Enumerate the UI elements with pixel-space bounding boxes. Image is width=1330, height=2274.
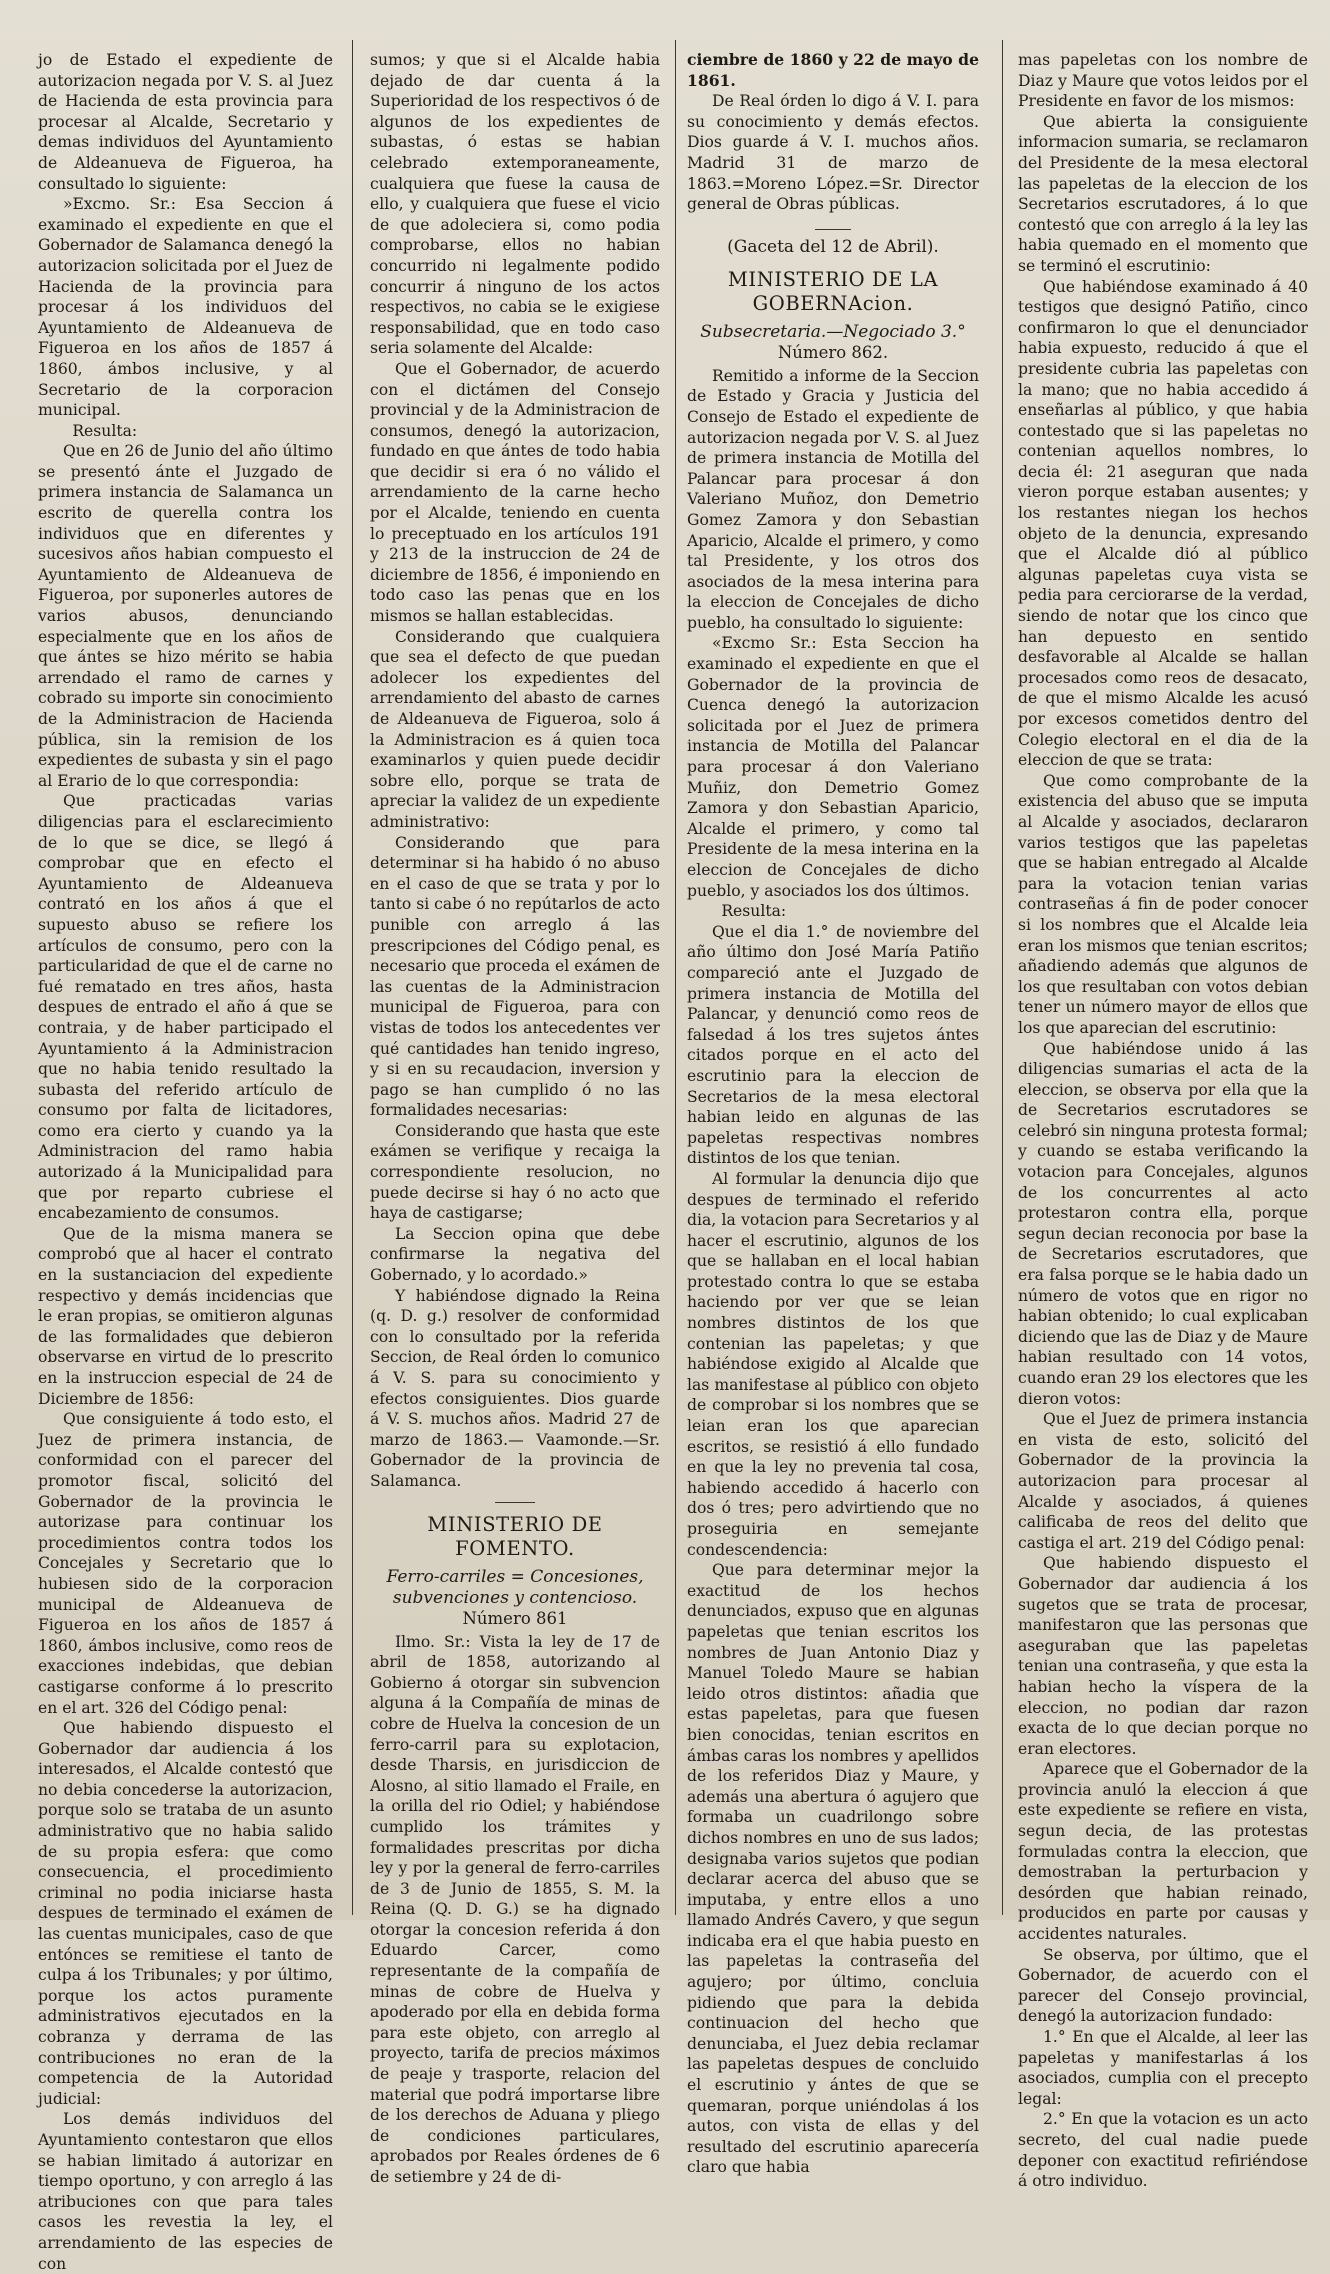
paragraph: Que habiendo dispuesto el Gobernador dar audiencia á los interesados, el Alcalde contestó que no debia concederse la autorizacion, porque solo se trataba de un asunto administrativo que no habia salido de su propia esfera: que como consecuencia, el procedimiento criminal no podia iniciarse hasta despues de terminado el exámen de las cuentas municipales, caso de que entónces se remitiese el tanto de culpa á los Tribunales; y por último, porque los actos puramente administrativos ejecutados en la cobranza y derrama de las contribuciones no eran de la competencia de la Autoridad judicial: <box>38 1719 333 2108</box>
section-separator <box>815 229 851 230</box>
paragraph: Aparece que el Gobernador de la provincia anuló la eleccion á que este expediente se refiere en vista, segun decia, de las protestas formuladas contra la eleccion, que demostraban la perturbacion y desórden que habian reinado, producidos en parte por causas y accidentes naturales. <box>1018 1760 1308 1944</box>
resulta-heading: Resulta: <box>721 902 787 921</box>
ministry-heading: MINISTERIO DE FOMENTO. <box>427 1512 603 1560</box>
paragraph: Que el Gobernador, de acuerdo con el dictámen del Consejo provincial y de la Administracion de consumos, denegó la autorizacion, fundado en que ántes de todo habia que decidir si era ó no válido el arrendamiento de la carne hecho por el Alcalde, teniendo en cuenta lo preceptuado en los artículos 191 y 213 de la instruccion de 24 de diciembre de 1856, é imponiendo en todo caso las penas que en los mismos se hallan establecidas. <box>370 359 660 626</box>
column-rule <box>675 40 676 1915</box>
paragraph: Ilmo. Sr.: Vista la ley de 17 de abril de 1858, autorizando al Gobierno á otorgar sin subvencion alguna á la Compañía de minas de cobre de Huelva la concesion de un ferro-carril para su explotacion, desde Tharsis, en jurisdiccion de Alosno, al sitio llamado el Fraile, en la orilla del rio Odiel; y habiéndose cumplido los trámites y formalidades prescritas por dicha ley y por la general de ferro-carriles de 3 de Junio de 1855, S. M. la Reina (Q. D. G.) se ha dignado otorgar la concesion referida á don Eduardo Carcer, como representante de la compañía de minas de cobre de Huelva y apoderado por ella en debida forma para este objeto, con arreglo al proyecto, tarifa de precios máximos de peaje y trasporte, relacion del material que podrá importarse libre de los derechos de Aduana y pliego de condiciones particulares, aprobados por Reales órdenes de 6 de setiembre y 24 de di- <box>370 1632 660 2186</box>
paragraph: ciembre de 1860 y 22 de mayo de 1861. <box>687 50 979 90</box>
paragraph: Que de la misma manera se comprobó que al hacer el contrato en la sustanciacion del expediente respectivo y demás incidencias que le eran propias, se omitieron algunas de las formalidades que debieron observarse en virtud de lo prescrito en la instruccion especial de 24 de Diciembre de 1856: <box>38 1224 333 1408</box>
column-rule <box>1002 40 1003 1915</box>
paragraph: sumos; y que si el Alcalde habia dejado de dar cuenta á la Superioridad de los respectivos ó de algunos de los expedientes de subastas, ó estas se habian celebrado extemporaneamente, cualquiera que fuese la causa de ello, y cualquiera que fuese el vicio de que adoleciera si, como podia comprobarse, ellos no habian concurrido ni legalmente podido concurrir á ninguno de los actos respectivos, no cabia se le exigiese responsabilidad, que en todo caso seria solamente del Alcalde: <box>370 51 660 358</box>
paragraph: Que el Juez de primera instancia en vista de esto, solicitó del Gobernador de la provincia la autorizacion para procesar al Alcalde y asociados, á quienes calificaba de reos del delito que castiga el art. 219 del Código penal: <box>1018 1410 1308 1552</box>
resulta-heading: Resulta: <box>72 421 138 440</box>
column-1 <box>38 50 333 2273</box>
item-number: Número 862. <box>777 342 889 362</box>
paragraph: Que para determinar mejor la exactitud de los hechos denunciados, expuso que en algunas papeletas que tenian escritos los nombres de Juan Antonio Diaz y Manuel Toledo Maure se habian leido otros distintos: añadia que estas papeletas, para que fuesen bien conocidas, tenian escritos en ámbas caras los nombres y apellidos de los referidos Diaz y Maure, y además una abertura ó agujero que formaba un cuadrilongo sobre dichos nombres en uno de sus lados; designaba varios sujetos que podian declarar acerca del abuso que se imputaba, y entre ellos a uno llamado Andrés Cavero, y que segun indicaba era el que habia puesto en las papeletas la contraseña del agujero; por último, concluia pidiendo que para la debida continuacion del hecho que denunciaba, el Juez debia reclamar las papeletas despues de concluido el escrutinio y ántes de que se quemaran, porque uniéndolas á los autos, con vista de ellas y del resultado del escrutinio aparecería claro que habia <box>687 1561 979 2177</box>
section-separator <box>495 1502 535 1503</box>
section-subheading: Ferro-carriles = Concesiones, subvenciones y contencioso. <box>386 1566 644 1608</box>
paragraph: Que como comprobante de la existencia del abuso que se imputa al Alcalde y asociados, declararon varios testigos que las papeletas que se habian entregado al Alcalde para la votacion tenian varias contraseñas á fin de poder conocer si los nombres que el Alcalde leia eran los mismos que tenian escritos; añadiendo además que algunos de los que resultaban con votos debian tener un número mayor de ellos que los que aparecian del escrutinio: <box>1018 771 1308 1037</box>
paragraph: Que habiendo dispuesto el Gobernador dar audiencia á los sugetos que se trata de procesar, manifestaron que las personas que aseguraban que las papeletas tenian una contraseña, y que esta la habian hecho la víspera de la eleccion, no podian dar razon exacta de lo que decian porque no eran electores. <box>1018 1554 1308 1758</box>
paragraph: Considerando que para determinar si ha habido ó no abuso en el caso de que se trata y por lo tanto si cabe ó no repútarlos de acto punible con arreglo á las prescripciones del Código penal, es necesario que proceda el exámen de las cuentas de la Administracion municipal de Figueroa, para con vistas de todos los antecedentes ver qué cantidades han tenido ingreso, y si en su recaudacion, inversion y pago se han cumplido ó no las formalidades necesarias: <box>370 833 661 1120</box>
paragraph: 2.° En que la votacion es un acto secreto, del cual nadie puede deponer con exactitud refiriéndose á otro individuo. <box>1018 2110 1308 2191</box>
paragraph: »Excmo. Sr.: Esa Seccion á examinado el expediente en que el Gobernador de Salamanca denegó la autorizacion solicitada por el Juez de Hacienda de la provincia para procesar á los individuos del Ayuntamiento de Aldeanueva de Figueroa en los años de 1857 á 1860, ámbos inclusive, y al Secretario de la corporacion municipal. <box>38 195 333 420</box>
paragraph: Que el dia 1.° de noviembre del año último don José María Patiño compareció ante el Juzgado de primera instancia de Motilla del Palancar, y denunció como reos de falsedad á los tres sujetos ántes citados porque en el acto del escrutinio para la eleccion de Secretarios de la mesa electoral habian leido en algunas de las papeletas respectivas nombres distintos de los que tenian. <box>687 922 979 1168</box>
paragraph: Los demás individuos del Ayuntamiento contestaron que ellos se habian limitado á autorizar en tiempo oportuno, y con arreglo á las atribuciones con que para tales casos les revestia la ley, el arrendamiento de las especies de con <box>38 2110 333 2273</box>
paragraph: Considerando que cualquiera que sea el defecto de que puedan adolecer los expedientes del arrendamiento del abasto de carnes de Aldeanueva de Figueroa, solo á la Administracion es á quien toca examinarlos y quien puede decidir sobre ello, porque se trata de apreciar la validez de un expediente administrativo: <box>370 627 660 831</box>
column-2 <box>370 50 661 2186</box>
paragraph: «Excmo Sr.: Esta Seccion ha examinado el expediente en que el Gobernador de la provincia de Cuenca denegó la autorizacion solicitada por el Juez de primera instancia de Motilla del Palancar para procesar á don Valeriano Muñiz, don Demetrio Gomez Zamora y don Sebastian Aparicio, Alcalde el primero, y como tal Presidente de la mesa interina en la eleccion de Concejales de dicho pueblo, y asociados los dos últimos. <box>687 634 979 900</box>
paragraph: Que habiéndose examinado á 40 testigos que designó Patiño, cinco confirmaron lo que el denunciador habia expuesto, reducido á que el presidente cubria las papeletas con la mano; que no habia accedido á enseñarlas al público, y que habia contestado que si las papeletas no contenian aquellos nombres, lo decia él: 21 aseguran que nada vieron porque estaban ausentes; y los restantes niegan los hechos objeto de la denuncia, expresando que el Alcalde dió al público algunas papeletas cuya vista se pedia para cerciorarse de la verdad, siendo de notar que los cinco que han depuesto en sentido desfavorable al Alcalde se hallan procesados como reos de desacato, de que el mismo Alcalde les acusó por excesos cometidos dentro del Colegio electoral en el dia de la eleccion de que se trata: <box>1018 277 1308 770</box>
paragraph: Que practicadas varias diligencias para el esclarecimiento de lo que se dice, se llegó á comprobar que en efecto el Ayuntamiento de Aldeanueva contrató en los años á que el supuesto abuso se refiere los artículos de consumo, pero con la particularidad de que el de carne no fué rematado en tres años, hasta despues de entrado el año á que se contraia, y de haber participado el Ayuntamiento á la Administracion que no habia tenido resultado la subasta del referido artículo de consumo por falta de licitadores, como era cierto y cuando ya la Administracion del ramo habia autorizado á la Municipalidad para que por reparto cubriese el encabezamiento de consumos. <box>38 792 333 1223</box>
paragraph: De Real órden lo digo á V. I. para su conocimiento y demás efectos. Dios guarde á V. I. muchos años. Madrid 31 de marzo de 1863.=Moreno López.=Sr. Director general de Obras públicas. <box>687 92 979 214</box>
item-number: Número 861 <box>462 1608 568 1628</box>
section-subheading: Subsecretaria.—Negociado 3.° <box>700 321 966 342</box>
paragraph: Al formular la denuncia dijo que despues de terminado el referido dia, la votacion para Secretarios y al hacer el escrutinio, algunos de los que se hallaban en el local habian protestado contra lo que se estaba haciendo por ver que se leian nombres distintos de los que contenian las papeletas; y que habiéndose exigido al Alcalde que las manifestase al público con objeto de comprobar si los nombres que se leian eran los que aparecian escritos, se resistió á ello fundado en que la ley no prevenia tal cosa, habiendo accedido á hacerlo con dos ó tres; pero advirtiendo que no proseguiria en semejante condescendencia: <box>687 1169 979 1559</box>
paragraph: Que abierta la consiguiente informacion sumaria, se reclamaron del Presidente de la mesa electoral las papeletas de la eleccion de los Secretarios escrutadores, á lo que contestó que con arreglo á la ley las habia quemado en el momento que se terminó el escrutinio: <box>1018 112 1308 275</box>
paragraph: Que en 26 de Junio del año último se presentó ánte el Juzgado de primera instancia de Salamanca un escrito de querella contra los individuos que en diferentes y sucesivos años habian compuesto el Ayuntamiento de Aldeanueva de Figueroa, por suponerles autores de varios abusos, denunciando especialmente que en los años de que ántes se hizo mérito se habia arrendado el ramo de carnes y cobrado su importe sin conocimiento de la Administracion de Hacienda pública, sin la remision de los expedientes de subasta y sin el pago al Erario de lo que correspondia: <box>38 442 333 790</box>
paragraph: 1.° En que el Alcalde, al leer las papeletas y manifestarlas á los asociados, cumplia con el precepto legal: <box>1018 2028 1308 2108</box>
ministry-heading: MINISTERIO DE LA GOBERNAcion. <box>727 267 939 315</box>
paragraph: Considerando que hasta que este exámen se verifique y recaiga la correspondiente resolucion, no puede decirse si hay ó no acto que haya de castigarse; <box>370 1121 660 1223</box>
paragraph: Se observa, por último, que el Gobernador, de acuerdo con el parecer del Consejo provincial, denegó la autorizacion fundado: <box>1018 1945 1308 2026</box>
paragraph: Remitido a informe de la Seccion de Estado y Gracia y Justicia del Consejo de Estado el expediente de autorizacion negada por V. S. al Juez de primera instancia de Motilla del Palancar para procesar á don Valeriano Muñoz, don Demetrio Gomez Zamora y don Sebastian Aparicio, Alcalde el primero, y como tal Presidente, y los otros dos asociados de la mesa interina para la eleccion de Concejales de dicho pueblo, ha consultado lo siguiente: <box>687 366 979 632</box>
paragraph: La Seccion opina que debe confirmarse la negativa del Gobernado, y lo acordado.» <box>370 1224 660 1285</box>
column-rule <box>352 40 353 1915</box>
paragraph: Que consiguiente á todo esto, el Juez de primera instancia, de conformidad con el parecer del promotor fiscal, solicitó del Gobernador de la provincia le autorizase para continuar los procedimientos contra todos los Concejales y Secretario que lo hubiesen sido de la corporacion municipal de Aldeanueva de Figueroa en los años de 1857 á 1860, ámbos inclusive, como reos de exacciones indebidas, que debian castigarse conforme á lo prescrito en el art. 326 del Código penal: <box>38 1410 333 1717</box>
gaceta-reference: (Gaceta del 12 de Abril). <box>727 236 939 257</box>
column-3 <box>687 50 979 2177</box>
column-4 <box>1018 50 1308 2191</box>
paragraph: mas papeletas con los nombre de Diaz y Maure que votos leidos por el Presidente en favor de los mismos: <box>1018 51 1308 111</box>
paragraph: jo de Estado el expediente de autorizacion negada por V. S. al Juez de Hacienda de esta provincia para procesar al Alcalde, Secretario y demas individuos del Ayuntamiento de Aldeanueva de Figueroa, ha consultado lo siguiente: <box>38 51 333 193</box>
paragraph: Que habiéndose unido á las diligencias sumarias el acta de la eleccion, se observa por ella que la de Secretarios escrutadores se celebró sin ninguna protesta formal; y cuando se estaba verificando la votacion para Concejales, algunos de los concurrentes al acto protestaron contra ella, porque segun decian reconocia por base la de Secretarios escrutadores, que era falsa porque se le habia dado un número de votos que en rigor no habian obtenido; lo cual explicaban diciendo que las de Diaz y de Maure habian resultado con 14 votos, cuando eran 29 los electores que les dieron votos: <box>1018 1039 1308 1408</box>
paragraph: Y habiéndose dignado la Reina (q. D. g.) resolver de conformidad con lo consultado por la referida Seccion, de Real órden lo comunico á V. S. para su conocimiento y efectos consiguientes. Dios guarde á V. S. muchos años. Madrid 27 de marzo de 1863.— Vaamonde.—Sr. Gobernador de la provincia de Salamanca. <box>370 1286 660 1490</box>
